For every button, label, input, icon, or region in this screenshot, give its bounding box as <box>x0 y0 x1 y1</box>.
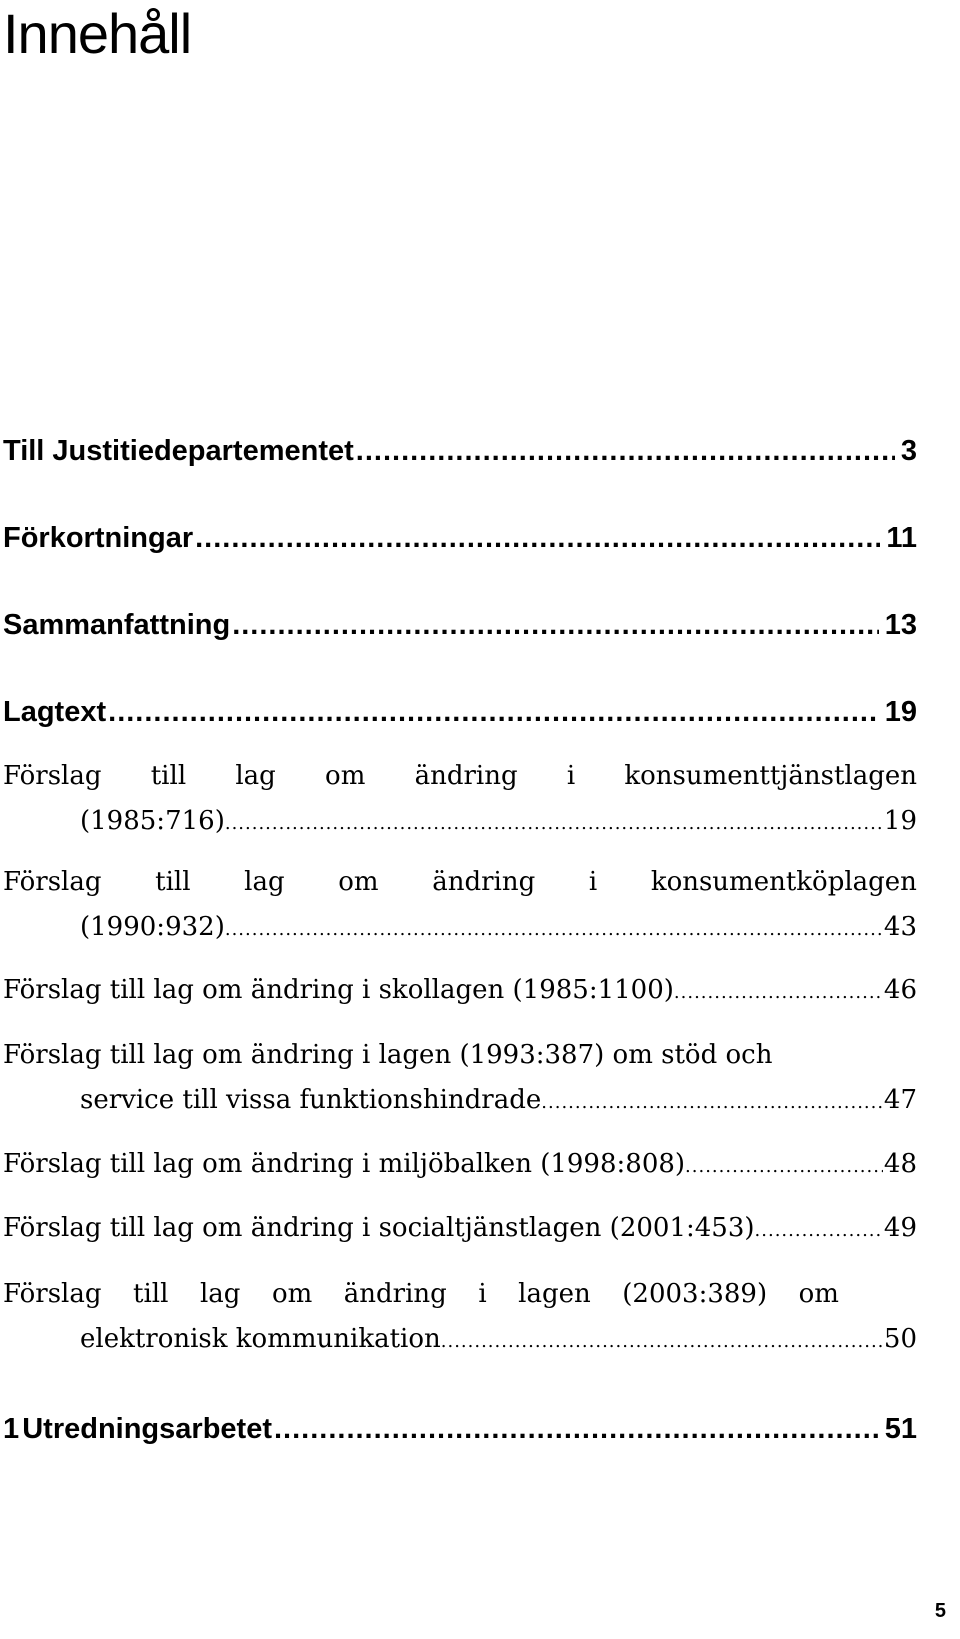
word: om <box>338 867 379 897</box>
toc-entry-label: Lagtext <box>3 696 107 728</box>
dot-leader <box>541 1092 883 1113</box>
word: (2003:389) <box>622 1279 768 1309</box>
word: i <box>588 867 598 897</box>
toc-entry-page: 19 <box>884 696 917 728</box>
word: till <box>150 761 187 791</box>
dot-leader <box>232 609 879 642</box>
word: till <box>133 1279 169 1309</box>
toc-entry-konsumentkoplagen-line2[interactable] <box>80 912 917 942</box>
toc-entry-forkortningar[interactable] <box>3 522 917 555</box>
toc-entry-elektronisk-kommunikation-line1[interactable] <box>3 1279 839 1309</box>
dot-leader <box>674 982 883 1003</box>
toc-entry-label: service till vissa funktionshindrade <box>80 1085 542 1115</box>
toc-entry-label: Utredningsarbetet <box>22 1413 272 1445</box>
word: lag <box>199 1279 241 1309</box>
toc-entry-socialtjanstlagen[interactable] <box>3 1213 917 1243</box>
word: ändring <box>414 761 518 791</box>
dot-leader <box>441 1331 883 1352</box>
toc-entry-label: elektronisk kommunikation <box>80 1324 441 1354</box>
toc-entry-page: 13 <box>884 609 917 641</box>
word: om <box>798 1279 839 1309</box>
toc-entry-chapter-1[interactable] <box>3 1413 917 1446</box>
toc-entry-stod-och-service-line2[interactable] <box>80 1085 917 1115</box>
toc-entry-label: (1990:932) <box>80 912 225 942</box>
word: ändring <box>343 1279 447 1309</box>
toc-entry-page: 47 <box>883 1085 917 1115</box>
word: i <box>566 761 576 791</box>
word: Förslag <box>3 1279 102 1309</box>
toc-entry-page: 11 <box>886 522 917 554</box>
toc-entry-page: 46 <box>883 975 917 1005</box>
word: konsumenttjänstlagen <box>624 761 917 791</box>
toc-entry-page: 19 <box>883 806 917 836</box>
word: Förslag <box>3 867 102 897</box>
word: till <box>155 867 191 897</box>
dot-leader <box>225 919 883 940</box>
chapter-number: 1 <box>3 1413 20 1445</box>
toc-entry-label: Förslag till lag om ändring i miljöbalken (1998:808) <box>3 1149 686 1179</box>
toc-entry-miljobalken[interactable] <box>3 1149 917 1179</box>
toc-entry-label: Förslag till lag om ändring i skollagen (1985:1100) <box>3 975 674 1005</box>
toc-entry-page: 51 <box>884 1413 917 1445</box>
toc-entry-page: 48 <box>883 1149 917 1179</box>
word: ändring <box>432 867 536 897</box>
toc-entry-konsumenttjanstlagen-line2[interactable] <box>80 806 917 836</box>
toc-entry-konsumentkoplagen-line1[interactable] <box>3 867 917 897</box>
word: konsumentköplagen <box>650 867 917 897</box>
dot-leader <box>274 1413 879 1446</box>
toc-entry-label: Förkortningar <box>3 522 194 554</box>
page-number: 5 <box>934 1600 946 1622</box>
word: i <box>478 1279 487 1309</box>
toc-entry-skollagen[interactable] <box>3 975 917 1005</box>
toc-entry-page: 49 <box>883 1213 917 1243</box>
toc-entry-label: Förslag till lag om ändring i lagen (1993:387) om stöd och <box>3 1040 773 1070</box>
toc-entry-page: 43 <box>883 912 917 942</box>
dot-leader <box>108 696 879 729</box>
toc-entry-page: 50 <box>883 1324 917 1354</box>
word: lag <box>235 761 276 791</box>
toc-entry-label: Sammanfattning <box>3 609 231 641</box>
word: Förslag <box>3 761 102 791</box>
dot-leader <box>195 522 880 555</box>
word: om <box>271 1279 313 1309</box>
word: lagen <box>518 1279 591 1309</box>
toc-entry-label: (1985:716) <box>80 806 225 836</box>
dot-leader <box>685 1156 883 1177</box>
toc-entry-elektronisk-kommunikation-line2[interactable] <box>80 1324 917 1354</box>
toc-entry-label: Till Justitiedepartementet <box>3 435 354 467</box>
toc-entry-label: Förslag till lag om ändring i socialtjänstlagen (2001:453) <box>3 1213 755 1243</box>
toc-entry-stod-och-service-line1[interactable] <box>3 1040 917 1070</box>
page-title: Innehåll <box>3 2 192 65</box>
toc-entry-konsumenttjanstlagen-line1[interactable] <box>3 761 917 791</box>
word: om <box>325 761 366 791</box>
dot-leader <box>225 813 883 834</box>
toc-entry-page: 3 <box>900 435 917 467</box>
toc-entry-till-justitiedepartementet[interactable] <box>3 435 917 468</box>
word: lag <box>244 867 285 897</box>
toc-entry-lagtext[interactable] <box>3 696 917 729</box>
dot-leader <box>755 1220 883 1241</box>
dot-leader <box>356 435 895 468</box>
toc-entry-sammanfattning[interactable] <box>3 609 917 642</box>
